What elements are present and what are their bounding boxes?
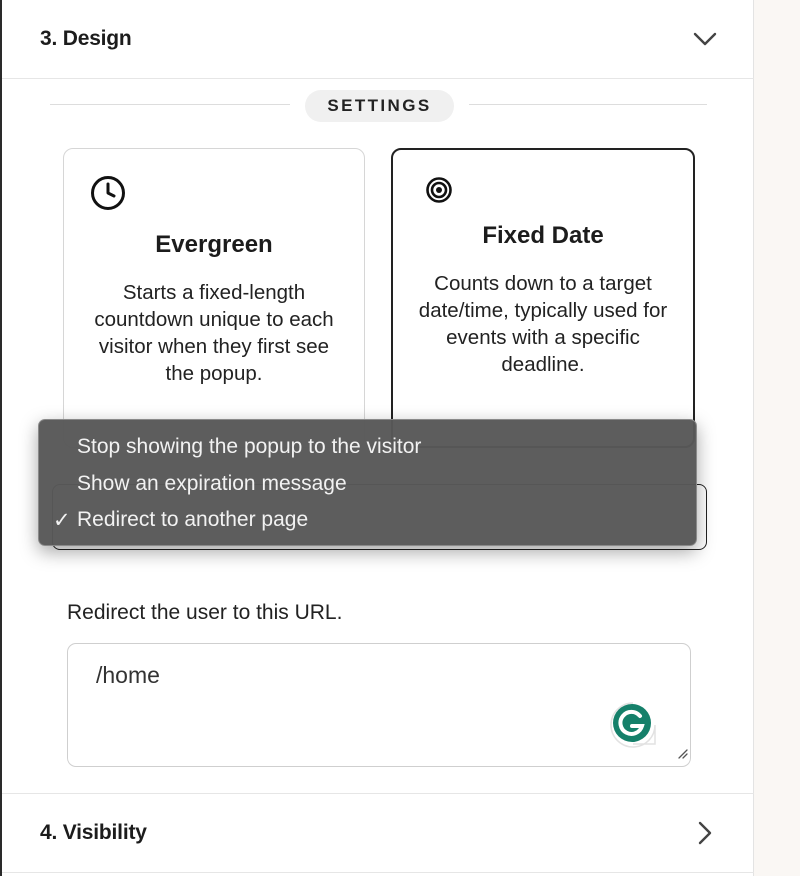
menu-item-label: Redirect to another page bbox=[77, 508, 309, 532]
fixed-date-description: Counts down to a target date/time, typically used for events with a specific deadline. bbox=[418, 272, 668, 376]
design-section-header[interactable] bbox=[2, 0, 754, 79]
clock-icon bbox=[90, 175, 126, 216]
expiration-action-menu bbox=[38, 419, 697, 546]
redirect-url-textarea[interactable] bbox=[67, 643, 691, 767]
settings-divider-left bbox=[50, 104, 290, 105]
fixed-date-card[interactable] bbox=[391, 148, 695, 448]
menu-item-label: Show an expiration message bbox=[77, 471, 347, 495]
redirect-url-value: /home bbox=[96, 662, 160, 688]
visibility-section-title: 4. Visibility bbox=[40, 821, 147, 844]
grammarly-icon[interactable] bbox=[608, 700, 658, 755]
evergreen-description: Starts a fixed-length countdown unique to each visitor when they first see the popup. bbox=[94, 281, 334, 385]
resize-handle-icon[interactable] bbox=[676, 746, 688, 764]
target-icon bbox=[425, 176, 453, 209]
fixed-date-title: Fixed Date bbox=[482, 222, 604, 249]
menu-item-redirect[interactable] bbox=[39, 502, 696, 539]
settings-divider-right bbox=[469, 104, 707, 105]
evergreen-card[interactable] bbox=[63, 148, 365, 448]
design-section-title: 3. Design bbox=[40, 27, 132, 50]
chevron-down-icon[interactable] bbox=[692, 26, 718, 52]
menu-item-stop-showing[interactable] bbox=[39, 429, 696, 466]
menu-item-label: Stop showing the popup to the visitor bbox=[77, 435, 422, 459]
menu-item-expiration-message[interactable] bbox=[39, 466, 696, 503]
visibility-section-header[interactable] bbox=[2, 793, 754, 873]
chevron-right-icon[interactable] bbox=[692, 820, 718, 846]
redirect-url-label: Redirect the user to this URL. bbox=[67, 601, 343, 624]
settings-label: SETTINGS bbox=[305, 90, 454, 122]
check-icon: ✓ bbox=[53, 508, 71, 532]
evergreen-title: Evergreen bbox=[155, 231, 273, 258]
